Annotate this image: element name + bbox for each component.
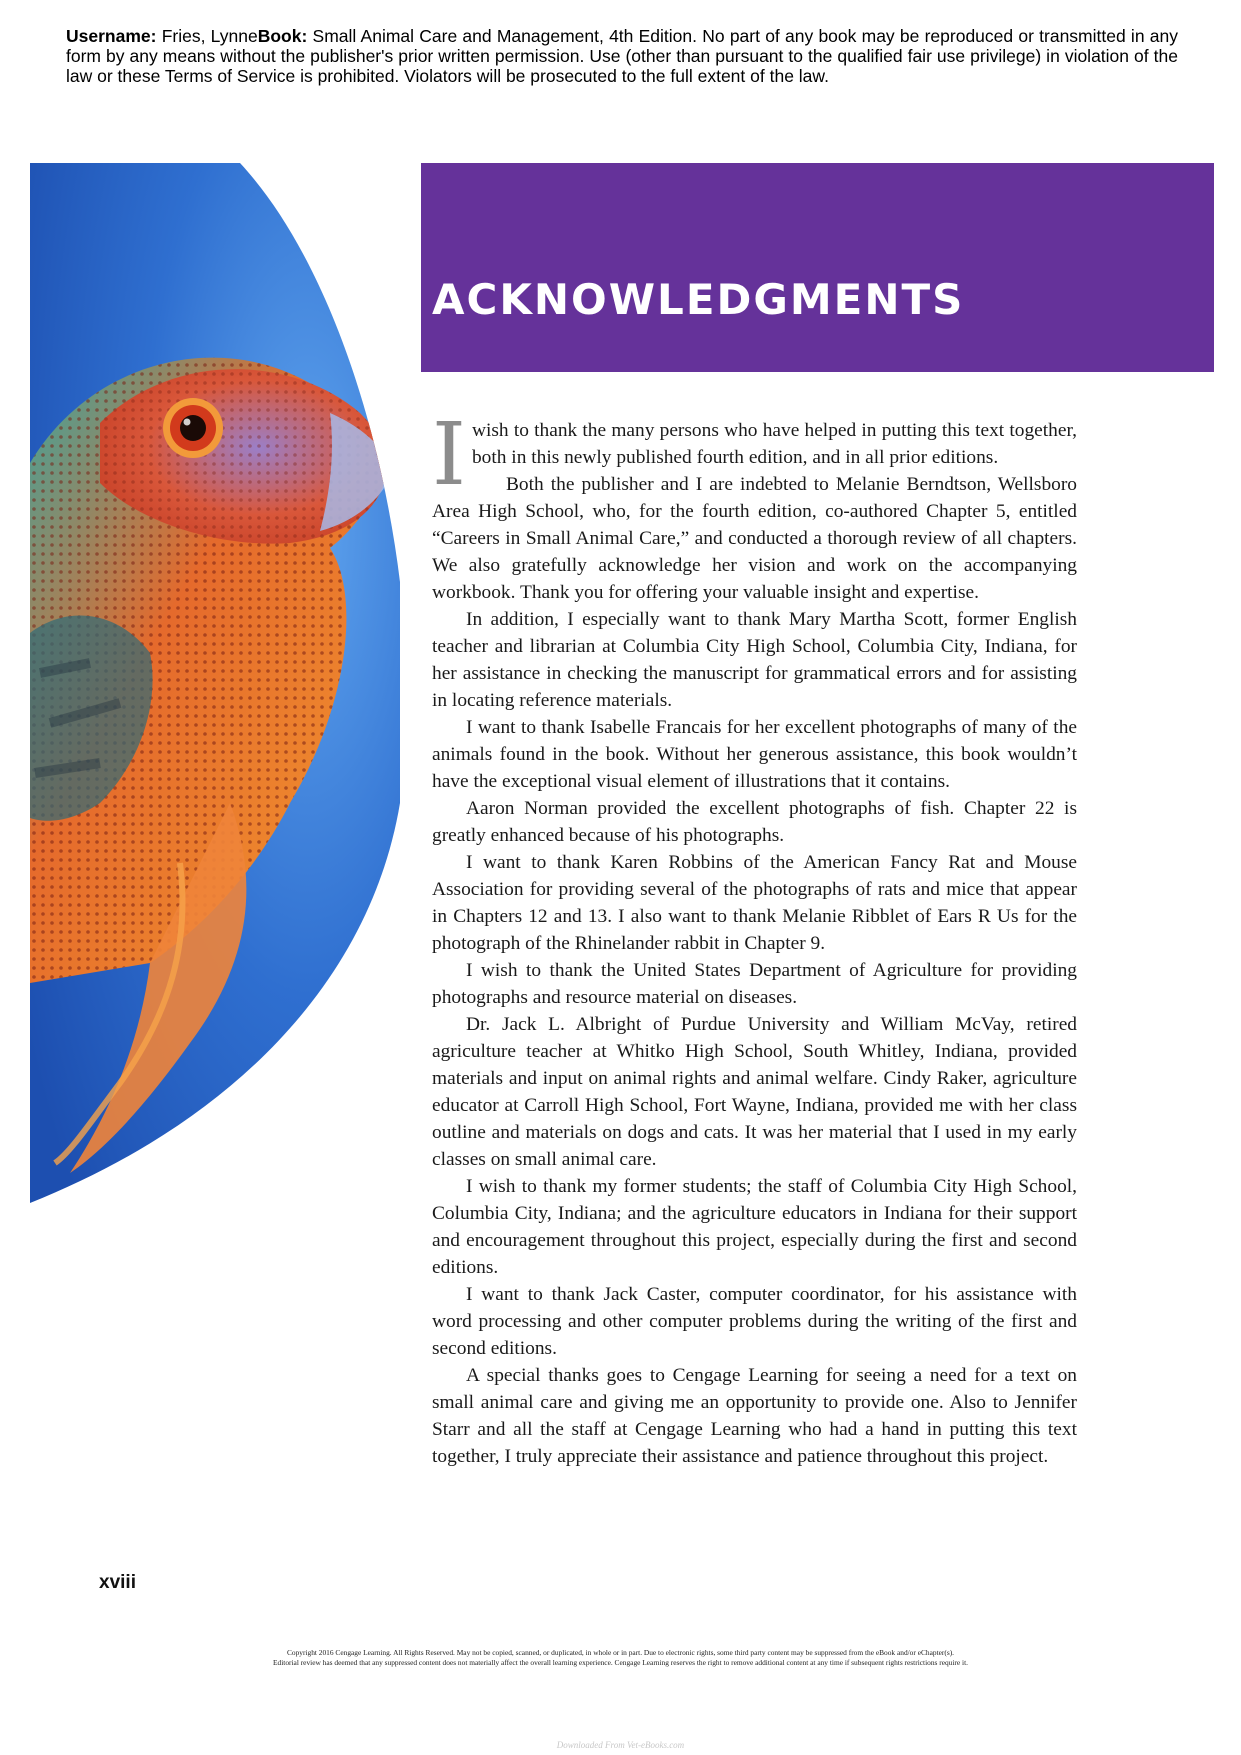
paragraph: I wish to thank my former students; the staff of Columbia City High School, Columbia City, Indiana; and the agriculture educators in Indiana for their support and encouragement throughout this project, especially during the first and second editions. — [432, 1176, 1077, 1278]
paragraph-text: wish to thank the many persons who have helped in putting this text together, both in this newly published fourth edition, and in all prior editions. — [471, 420, 1077, 468]
usage-banner — [66, 26, 1178, 86]
paragraph: A special thanks goes to Cengage Learning for seeing a need for a text on small animal care and giving me an opportunity to provide one. Also to Jennifer Starr and all the staff at Cengage Learning who had a hand in putting this text together, I truly appreciate their assistance and patience throughout this project. — [432, 1365, 1077, 1467]
paragraph: Dr. Jack L. Albright of Purdue University and William McVay, retired agriculture teacher at Whitko High School, South Whitley, Indiana, provided materials and input on animal rights and animal welfare. Cindy Raker, agriculture educator at Carroll High School, Fort Wayne, Indiana, provided me with her class outline and materials on dogs and cats. It was her material that I used in my early classes on small animal care. — [432, 1014, 1077, 1170]
paragraph: I want to thank Jack Caster, computer coordinator, for his assistance with word processing and other computer problems during the writing of the first and second editions. — [432, 1284, 1077, 1359]
usage-notice: Small Animal Care and Management, 4th Edition. No part of any book may be reproduced or transmitted in any form by any means without the publisher's prior written permission. Use (other than pursuant to the qualified fair use privilege) in violation of the law or these Terms of Service is prohibited. Violators will be prosecuted to the full extent of the law. — [66, 26, 1178, 86]
paragraph: I want to thank Karen Robbins of the American Fancy Rat and Mouse Association for providing several of the photographs of rats and mice that appear in Chapters 12 and 13. I also want to thank Melanie Ribblet of Ears R Us for the photograph of the Rhinelander rabbit in Chapter 9. — [432, 852, 1077, 954]
username: Fries, Lynne — [161, 26, 258, 46]
username-label: Username: — [66, 26, 157, 46]
fish-photo — [30, 163, 400, 1203]
paragraph: I want to thank Isabelle Francais for her excellent photographs of many of the animals found in the book. Without her generous assistance, this book wouldn’t have the exceptional visual element of illustrations that it contains. — [432, 717, 1077, 792]
title-band — [421, 163, 1214, 372]
paragraph: Both the publisher and I are indebted to Melanie Berndtson, Wellsboro Area High School, who, for the fourth edition, co-authored Chapter 5, entitled “Careers in Small Animal Care,” and conducted a thorough review of all chapters. We also gratefully acknowledge her vision and work on the accompanying workbook. Thank you for offering your valuable insight and expertise. — [432, 474, 1077, 603]
copyright-line-2: Editorial review has deemed that any suppressed content does not materially affect the overall learning experience. Cengage Learning reserves the right to remove additional content at any time if subsequent rights restrictions require it. — [273, 1658, 968, 1667]
book-label: Book: — [257, 26, 308, 46]
copyright-line-1: Copyright 2016 Cengage Learning. All Rights Reserved. May not be copied, scanned, or duplicated, in whole or in part. Due to electronic rights, some third party content may be suppressed from the eBook and/or eChapter(s). — [286, 1648, 955, 1657]
paragraph — [432, 405, 1077, 505]
page-title: ACKNOWLEDGMENTS — [432, 275, 965, 324]
download-watermark: Downloaded From Vet-eBooks.com — [556, 1740, 685, 1750]
page-number: xviii — [99, 1572, 136, 1593]
paragraph: In addition, I especially want to thank Mary Martha Scott, former English teacher and librarian at Columbia City High School, Columbia City, Indiana, for her assistance in checking the manuscript for grammatical errors and for assisting in locating reference materials. — [432, 609, 1077, 711]
drop-cap: I — [432, 405, 466, 505]
acknowledgments-text — [432, 405, 1077, 1470]
paragraph: I wish to thank the United States Department of Agriculture for providing photographs and resource material on diseases. — [432, 960, 1077, 1008]
paragraph: Aaron Norman provided the excellent photographs of fish. Chapter 22 is greatly enhanced because of his photographs. — [432, 798, 1077, 846]
copyright-notice — [150, 1648, 1091, 1668]
